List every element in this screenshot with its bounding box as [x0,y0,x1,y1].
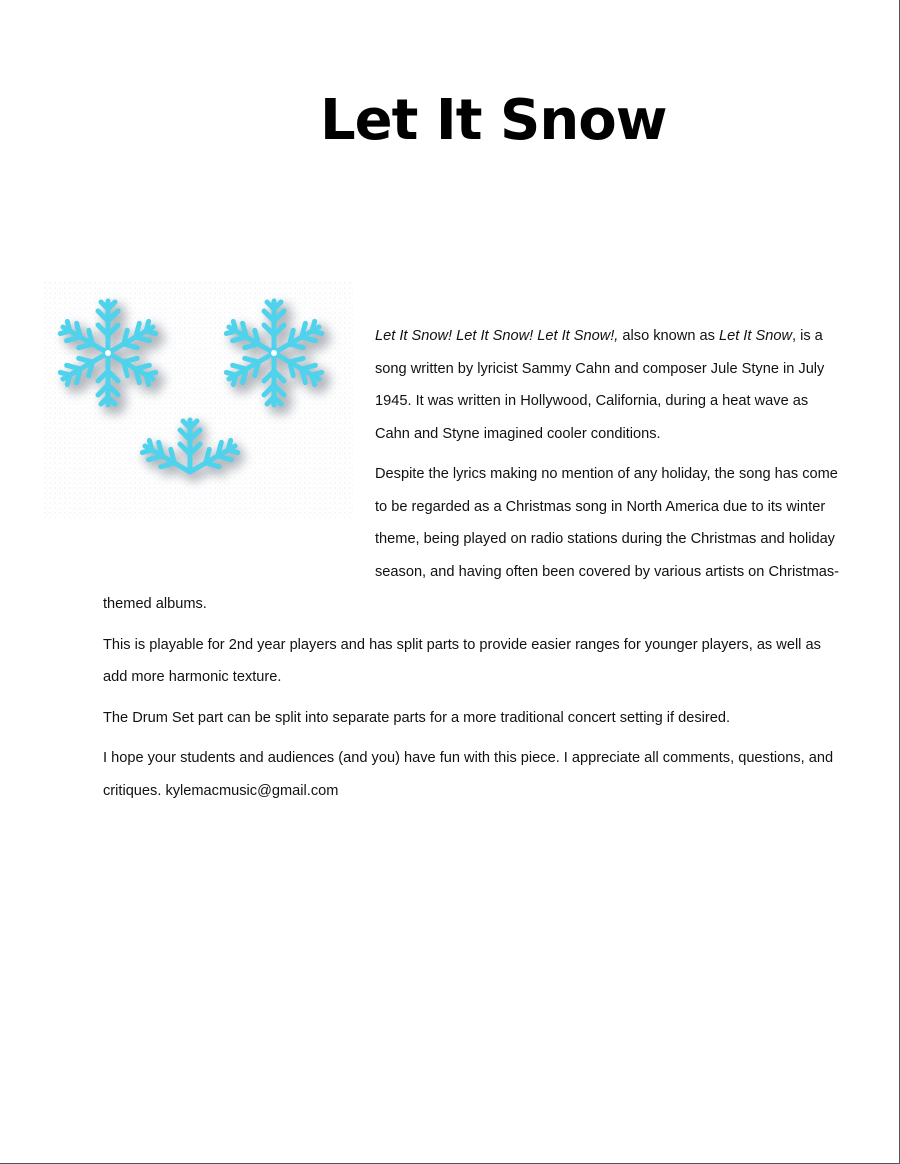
description-text [103,320,843,815]
song-title-italic: Let It Snow! Let It Snow! Let It Snow!, [375,328,619,344]
closing-paragraph: I hope your students and audiences (and you) have fun with this piece. I appreciate all comments, questions, and critiques. kylemacmusic@gmail.com [103,750,834,799]
aka-title-italic: Let It Snow [718,328,792,344]
image-wrap-spacer [103,320,375,564]
difficulty-paragraph: This is playable for 2nd year players and has split parts to provide easier ranges for younger players, as well as add more harmonic texture. [103,636,821,685]
intro-rest: , is a song written by lyricist Sammy Cahn and composer Jule Styne in July 1945. It was written in Hollywood, California, during a heat wave as Cahn and Styne imagined cooler conditions. [375,328,825,442]
drum-paragraph: The Drum Set part can be split into separate parts for a more traditional concert setting if desired. [103,709,731,726]
page-title: Let It Snow [320,88,667,153]
aka-prefix: also known as [618,328,719,344]
history-paragraph: Despite the lyrics making no mention of any holiday, the song has come to be regarded as a Christmas song in North America due to its winter theme, being played on radio stations during the Christmas and holiday season, and having often been covered by various artists on Christmas-themed albums. [103,466,840,612]
